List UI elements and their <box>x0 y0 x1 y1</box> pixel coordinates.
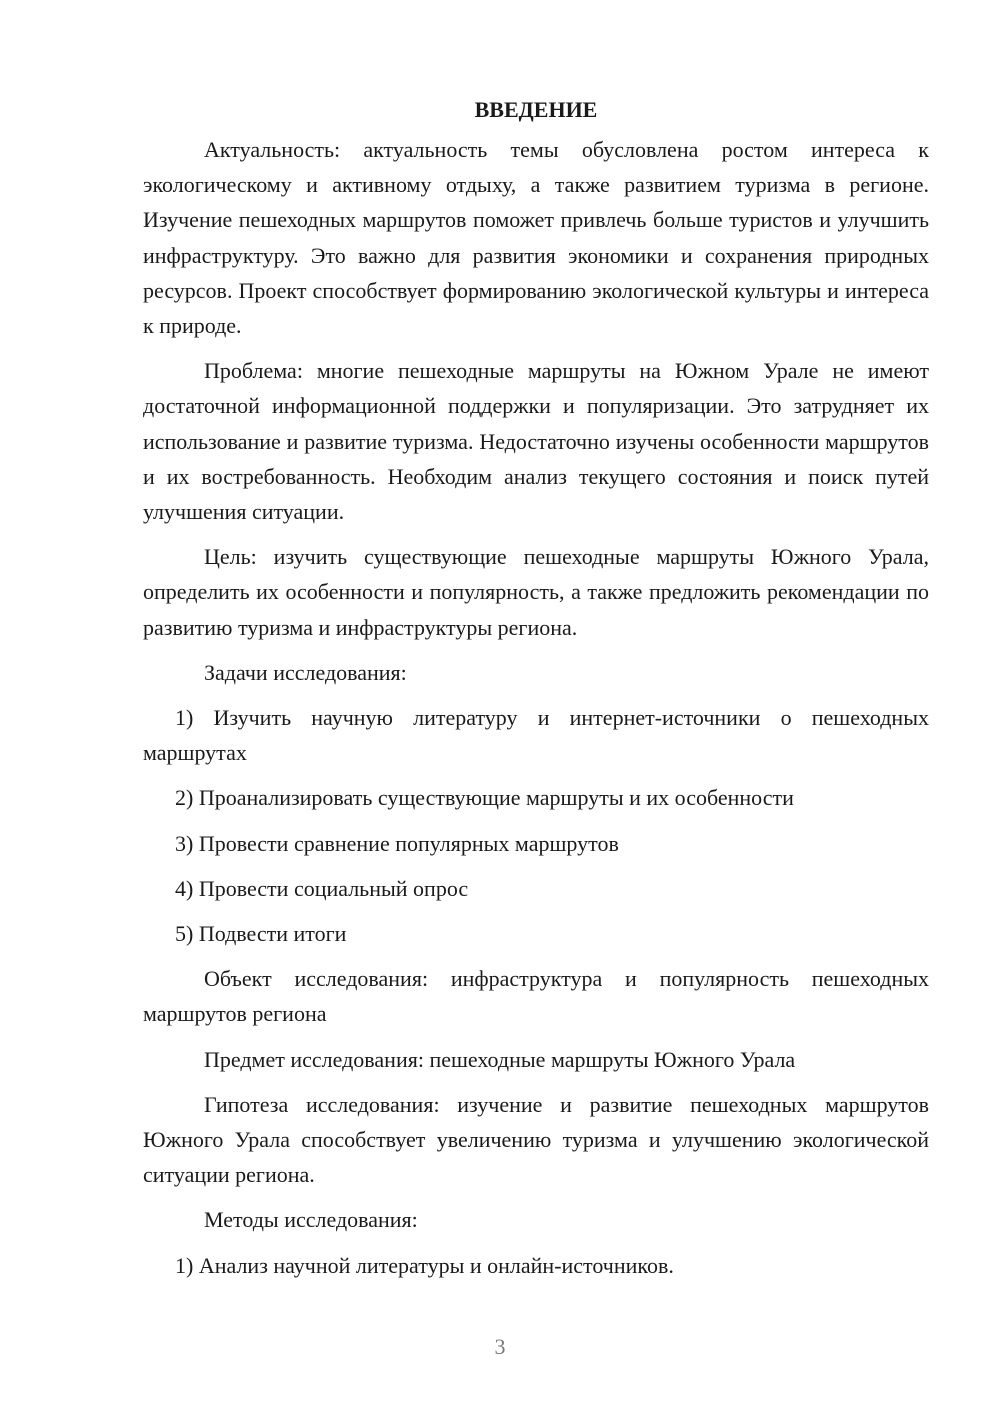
task-item-3: 3) Провести сравнение популярных маршрутов <box>175 830 619 856</box>
method-item-1: 1) Анализ научной литературы и онлайн-источников. <box>175 1252 674 1278</box>
tasks-heading: Задачи исследования: <box>204 659 407 685</box>
methods-heading: Методы исследования: <box>204 1207 418 1233</box>
task-item-2: 2) Проанализировать существующие маршруты и их особенности <box>175 785 794 811</box>
page-title: ВВЕДЕНИЕ <box>474 97 598 122</box>
task-item-5: 5) Подвести итоги <box>175 921 347 947</box>
task-item-1: 1) Изучить научную литературу и интернет-источники о пешеходных маршрутах <box>143 705 929 766</box>
paragraph-relevance: Актуальность: актуальность темы обусловлена ростом интереса к экологическому и активному отдыху, а также развитием туризма в регионе. Изучение пешеходных маршрутов поможет привлечь больше туристов и улучшить инфраструктуру. Это важно для развития экономики и сохранения природных ресурсов. Проект способствует формированию экологической культуры и интереса к природе. <box>143 137 929 339</box>
task-item-4: 4) Провести социальный опрос <box>175 875 469 901</box>
document-page <box>143 92 929 1293</box>
paragraph-problem: Проблема: многие пешеходные маршруты на Южном Урале не имеют достаточной информационной поддержки и популяризации. Это затрудняет их использование и развитие туризма. Недостаточно изучены особенности маршрутов и их востребованность. Необходим анализ текущего состояния и поиск путей улучшения ситуации. <box>143 358 929 525</box>
page-number: 3 <box>494 1334 506 1359</box>
paragraph-object: Объект исследования: инфраструктура и популярность пешеходных маршрутов региона <box>143 966 929 1027</box>
paragraph-subject: Предмет исследования: пешеходные маршруты Южного Урала <box>204 1046 796 1072</box>
paragraph-goal: Цель: изучить существующие пешеходные маршруты Южного Урала, определить их особенности и популярность, а также предложить рекомендации по развитию туризма и инфраструктуры региона. <box>143 544 929 640</box>
paragraph-hypothesis: Гипотеза исследования: изучение и развитие пешеходных маршрутов Южного Урала способствует увеличению туризма и улучшению экологической ситуации региона. <box>143 1091 929 1188</box>
